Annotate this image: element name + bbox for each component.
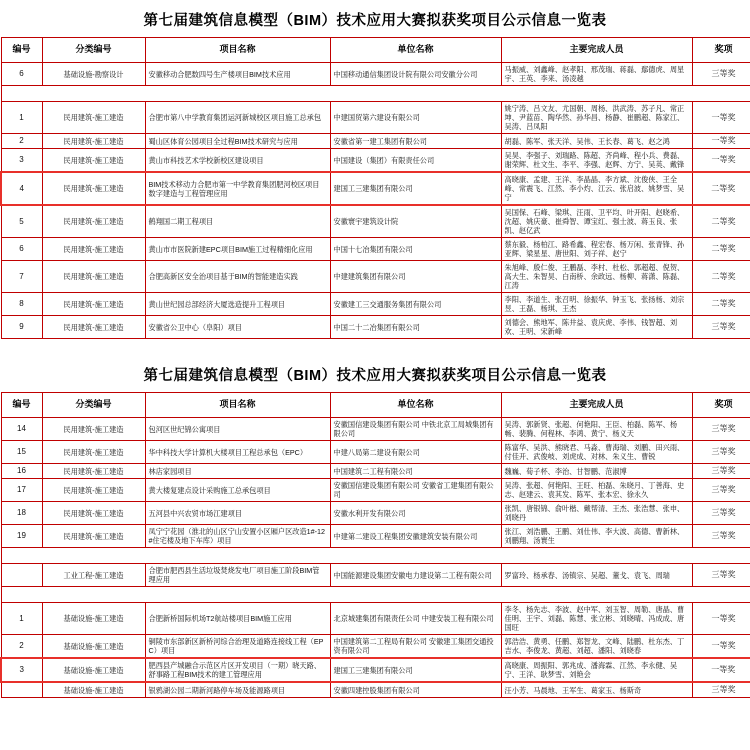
- cell-people: 朱旭峰、殷仁俊、王鹏磊、李村、杜松、郭超超、倪贺、高大生、朱智昊、白南桥、余政远、杨柳、蒋潇、陈磊、江涛: [501, 261, 692, 293]
- cell-number: [1, 682, 42, 698]
- col-header-award: 奖项: [692, 38, 750, 63]
- col-header-project: 项目名称: [145, 38, 330, 63]
- cell-award: 一等奖: [692, 102, 750, 134]
- col-header-unit: 单位名称: [330, 393, 501, 418]
- table-row: [1, 102, 750, 134]
- cell-unit-name: 安徽水利开发有限公司: [330, 502, 501, 525]
- cell-unit-name: 中国建筑二工程有限公司: [330, 464, 501, 479]
- cell-project-name: 包河区世纪锦公寓项目: [145, 418, 330, 441]
- cell-category: 基础设施-施工建造: [42, 682, 145, 698]
- table-spacer-row: [1, 548, 750, 564]
- table-row: [1, 238, 750, 261]
- cell-people: 张凯、唐银锦、俞叶楷、戴帮清、王杰、张浩慧、张申、刘晓丹: [501, 502, 692, 525]
- table-row: [1, 293, 750, 316]
- cell-project-name: 合肥高新区安全治项目基于BIM的智能建造实践: [145, 261, 330, 293]
- cell-people: 胡磊、陈军、张天洋、吴伟、王长春、葛飞、赵之鸿: [501, 134, 692, 149]
- table-gap: [0, 339, 750, 355]
- table-row: [1, 502, 750, 525]
- col-header-project: 项目名称: [145, 393, 330, 418]
- cell-category: 民用建筑-施工建造: [42, 464, 145, 479]
- table-2-body: [1, 418, 750, 698]
- cell-number: [1, 564, 42, 587]
- cell-award: 三等奖: [692, 479, 750, 502]
- cell-number: 3: [1, 149, 42, 173]
- cell-project-name: 林店家园项目: [145, 464, 330, 479]
- cell-number: 6: [1, 63, 42, 86]
- cell-project-name: 黄山市市医院新建EPC项目BIM施工过程精细化应用: [145, 238, 330, 261]
- cell-people: 刘德会、熊地军、陈井益、袁庆虎、李伟、钱智超、刘欢、王明、宋新峰: [501, 316, 692, 339]
- col-header-people: 主要完成人员: [501, 38, 692, 63]
- cell-number: 2: [1, 134, 42, 149]
- cell-award: 二等奖: [692, 205, 750, 238]
- table-1-header: [1, 38, 750, 63]
- table-row: [1, 149, 750, 173]
- cell-project-name: 安徽移动合肥数四号生产楼项目BIM技术应用: [145, 63, 330, 86]
- table-row: [1, 464, 750, 479]
- cell-unit-name: 安徽四建控股集团有限公司: [330, 682, 501, 698]
- cell-unit-name: 中国能源建设集团安徽电力建设第二工程有限公司: [330, 564, 501, 587]
- cell-project-name: 黄山市科技艺术学校新校区建设项目: [145, 149, 330, 173]
- cell-unit-name: 中国二十二冶集团有限公司: [330, 316, 501, 339]
- cell-unit-name: 安徽建工三交通服务集团有限公司: [330, 293, 501, 316]
- cell-people: 李阳、李道生、张召明、徐振华、钟玉飞、张扬杨、刘宗昱、王磊、杨琪、王杰: [501, 293, 692, 316]
- cell-number: 16: [1, 464, 42, 479]
- table-row: [1, 682, 750, 698]
- table-header-row: [1, 38, 750, 63]
- cell-award: 一等奖: [692, 635, 750, 659]
- cell-number: 14: [1, 418, 42, 441]
- cell-unit-name: 中国移动通信集团设计院有限公司安徽分公司: [330, 63, 501, 86]
- cell-unit-name: 中国建筑第二工程局有限公司 安徽建工集团交通投资有限公司: [330, 635, 501, 659]
- cell-people: 蔡东毅、杨柏江、路希鑫、程宏春、杨万闲、张青锋、孙亚辉、梁星星、唐世阳、刘子祥、赵宁: [501, 238, 692, 261]
- table-row: [1, 441, 750, 464]
- cell-people: 姚宁涛、吕文友、尤国朝、周杨、洪武涛、苏子凡、常正坤、尹蓝苗、陶华然、孙华昌、杨静、崔鹏超、陈家江、吴涛、吕凤阳: [501, 102, 692, 134]
- cell-people: 吴国保、石峰、梁琪、汪雨、卫平均、叶开阳、赵晓希、沈超、姚庆豪、崔舜智、谭宝红、强士波、蒋玉良、张凯、赵亿武: [501, 205, 692, 238]
- cell-unit-name: 建国工三建集团有限公司: [330, 172, 501, 205]
- cell-project-name: 黄大楼复建点设计采购施工总承包项目: [145, 479, 330, 502]
- cell-category: 民用建筑-施工建造: [42, 316, 145, 339]
- spacer-cell: [1, 587, 750, 603]
- col-header-award: 奖项: [692, 393, 750, 418]
- table-row: [1, 603, 750, 635]
- cell-category: 基础设施-施工建造: [42, 658, 145, 682]
- table-row: [1, 564, 750, 587]
- cell-project-name: 银鸦湖公园二期新河路停车场及能源路项目: [145, 682, 330, 698]
- cell-category: 工业工程-施工建造: [42, 564, 145, 587]
- cell-project-name: 华中科技大学计算机大楼项目工程总承包（EPC）: [145, 441, 330, 464]
- cell-category: 民用建筑-施工建造: [42, 293, 145, 316]
- cell-unit-name: 中国十七冶集团有限公司: [330, 238, 501, 261]
- cell-unit-name: 安徽国信建设集团有限公司 安徽省工建集团有限公司: [330, 479, 501, 502]
- cell-award: 二等奖: [692, 261, 750, 293]
- cell-award: 二等奖: [692, 172, 750, 205]
- cell-project-name: 凤宁宁花园（淮北的山区宁山安置小区厢户区改造1#-12#住宅楼及地下车库）项目: [145, 525, 330, 548]
- cell-number: 4: [1, 172, 42, 205]
- cell-category: 民用建筑-施工建造: [42, 261, 145, 293]
- cell-award: 三等奖: [692, 316, 750, 339]
- cell-number: 6: [1, 238, 42, 261]
- cell-award: 三等奖: [692, 63, 750, 86]
- cell-category: 民用建筑-施工建造: [42, 502, 145, 525]
- spacer-cell: [1, 548, 750, 564]
- cell-category: 民用建筑-施工建造: [42, 479, 145, 502]
- cell-number: 2: [1, 635, 42, 659]
- cell-number: 18: [1, 502, 42, 525]
- col-header-people: 主要完成人员: [501, 393, 692, 418]
- cell-unit-name: 北京城建集团有限责任公司 中建安装工程有限公司: [330, 603, 501, 635]
- cell-category: 民用建筑-施工建造: [42, 205, 145, 238]
- table-row: [1, 479, 750, 502]
- table-row: [1, 316, 750, 339]
- table-header-row: [1, 393, 750, 418]
- awards-table-1: [0, 37, 750, 339]
- table-row: [1, 205, 750, 238]
- table-2-wrapper: [0, 392, 750, 698]
- table-1-wrapper: [0, 37, 750, 339]
- cell-people: 陈富华、吴洪、熊晓君、马淼、曹海瑞、刘鹏、田兴雨、付佳开、武俊岐、刘虎成、对林、朱义生、曹锐: [501, 441, 692, 464]
- cell-category: 基础设施-施工建造: [42, 635, 145, 659]
- table-row: [1, 261, 750, 293]
- cell-award: 三等奖: [692, 502, 750, 525]
- cell-award: 三等奖: [692, 564, 750, 587]
- cell-unit-name: 中建国贸第六建设有限公司: [330, 102, 501, 134]
- table-row: [1, 134, 750, 149]
- cell-people: 吴涛、郭新贤、张超、何艳阳、王臣、柏磊、陈军、杨畅、裴腾、何程林、李鸿、黄宁、杨义天: [501, 418, 692, 441]
- table-2-header: [1, 393, 750, 418]
- cell-award: 三等奖: [692, 418, 750, 441]
- cell-project-name: 安徽省公卫中心（阜阳）项目: [145, 316, 330, 339]
- cell-number: 17: [1, 479, 42, 502]
- cell-award: 一等奖: [692, 149, 750, 173]
- cell-people: 高晓康、孟建、王洋、李晶晶、李方斌、沈俊侠、王全峰、常震飞、江然、李小灼、江云、张启波、姚梦雪、吴宁: [501, 172, 692, 205]
- cell-number: 5: [1, 205, 42, 238]
- cell-project-name: 黄山世纪园总部经济大厦选造提升工程项目: [145, 293, 330, 316]
- cell-number: 1: [1, 603, 42, 635]
- cell-people: 高晓康、周振阳、郭兆成、潘海霖、江然、李永健、吴宁、王洋、耿梦雪、刘艳会: [501, 658, 692, 682]
- cell-category: 民用建筑-施工建造: [42, 172, 145, 205]
- awards-table-2: [0, 392, 750, 698]
- cell-project-name: 合肥新桥国际机场T2航站楼项目BIM施工应用: [145, 603, 330, 635]
- table-1-body: [1, 63, 750, 339]
- cell-category: 民用建筑-施工建造: [42, 238, 145, 261]
- cell-category: 民用建筑-施工建造: [42, 102, 145, 134]
- cell-award: 三等奖: [692, 441, 750, 464]
- cell-award: 一等奖: [692, 658, 750, 682]
- cell-award: 一等奖: [692, 603, 750, 635]
- cell-number: 7: [1, 261, 42, 293]
- cell-people: 张江、刘浩鹏、王鹏、刘仕伟、李大波、高德、曹新林、刘鹏翔、汤寰生: [501, 525, 692, 548]
- cell-number: 15: [1, 441, 42, 464]
- cell-project-name: BIM技术移动力合肥市第一中学教育集团肥河校区项目数字建造与工程管理应用: [145, 172, 330, 205]
- cell-unit-name: 安徽寰宇建筑设计院: [330, 205, 501, 238]
- col-header-category: 分类编号: [42, 38, 145, 63]
- col-header-category: 分类编号: [42, 393, 145, 418]
- table-spacer-row: [1, 587, 750, 603]
- cell-unit-name: 建国工三建集团有限公司: [330, 658, 501, 682]
- cell-people: 郭浩浩、黄勇、任鹏、郑智龙、文峰、陆鹏、杜东杰、丁吉水、李俊龙、黄超、刘超、潘阳、刘晓春: [501, 635, 692, 659]
- cell-award: 三等奖: [692, 682, 750, 698]
- cell-people: 魏巍、荀子杯、李治、甘智鹏、范淑博: [501, 464, 692, 479]
- table-1-title: 第七届建筑信息模型（BIM）技术应用大赛拟获奖项目公示信息一览表: [143, 13, 607, 29]
- cell-number: 9: [1, 316, 42, 339]
- cell-category: 基础设施-施工建造: [42, 603, 145, 635]
- cell-project-name: 五河县中兴农贸市场江建项目: [145, 502, 330, 525]
- cell-number: 19: [1, 525, 42, 548]
- table-2-title: 第七届建筑信息模型（BIM）技术应用大赛拟获奖项目公示信息一览表: [143, 368, 607, 384]
- cell-award: 三等奖: [692, 464, 750, 479]
- cell-number: 3: [1, 658, 42, 682]
- cell-project-name: 合肥市第八中学教育集团运河新城校区项目施工总承包: [145, 102, 330, 134]
- cell-unit-name: 安徽国信建设集团有限公司 中铁北京工局城集团有限公司: [330, 418, 501, 441]
- cell-unit-name: 安徽省第一建工集团有限公司: [330, 134, 501, 149]
- cell-project-name: 鹤翔国二期工程项目: [145, 205, 330, 238]
- cell-project-name: 合肥市肥西县生活垃圾焚烧发电厂项目施工阶段BIM管理应用: [145, 564, 330, 587]
- cell-category: 民用建筑-施工建造: [42, 149, 145, 173]
- cell-unit-name: 中建第二建设工程集团安徽建筑安装有限公司: [330, 525, 501, 548]
- table-spacer-row: [1, 86, 750, 102]
- table-row: [1, 658, 750, 682]
- col-header-unit: 单位名称: [330, 38, 501, 63]
- table-row: [1, 525, 750, 548]
- cell-award: 二等奖: [692, 293, 750, 316]
- cell-category: 民用建筑-施工建造: [42, 525, 145, 548]
- cell-number: 8: [1, 293, 42, 316]
- cell-category: 民用建筑-施工建造: [42, 441, 145, 464]
- cell-award: 三等奖: [692, 525, 750, 548]
- cell-people: 罗富玲、杨承春、汤镇宗、吴超、董戈、袁飞、周瑞: [501, 564, 692, 587]
- table-row: [1, 418, 750, 441]
- col-header-no: 编号: [1, 393, 42, 418]
- cell-number: 1: [1, 102, 42, 134]
- cell-people: 汪小芳、马晨地、王军生、葛家玉、杨斯奇: [501, 682, 692, 698]
- cell-category: 民用建筑-施工建造: [42, 418, 145, 441]
- cell-award: 二等奖: [692, 238, 750, 261]
- cell-people: 马振威、刘鑫峰、赵孝阳、邢茂瑞、蒋磊、鄢德虎、周星宇、王英、李来、汤凌越: [501, 63, 692, 86]
- cell-project-name: 铜陵市东部新区新桥河综合治理及道路连接线工程（EPC）项目: [145, 635, 330, 659]
- cell-award: 一等奖: [692, 134, 750, 149]
- cell-project-name: 肥西县产城融合示范区片区开发项目（一期）晓天路、舒事路工程BIM技术的建工管理应用: [145, 658, 330, 682]
- cell-category: 基础设施-勘察设计: [42, 63, 145, 86]
- cell-unit-name: 中建建筑集团有限公司: [330, 261, 501, 293]
- cell-people: 李冬、杨先志、李波、赵中军、刘玉智、周勒、唐晶、曹佳明、王宇、刘磊、陈慧、张立彬、刘晓晴、冯成成、唐国旺: [501, 603, 692, 635]
- cell-project-name: 蜀山区体育公园项目全过程BIM技术研究与应用: [145, 134, 330, 149]
- cell-unit-name: 中国建设（集团）有限责任公司: [330, 149, 501, 173]
- cell-unit-name: 中建八局第二建设有限公司: [330, 441, 501, 464]
- cell-people: 吴昊、李强子、刘瑞路、陈超、齐尚峰、程小兵、费磊、谢荣辉、杜文生、李平、李强、赵辉、方宁、吴英、戴锋: [501, 149, 692, 173]
- table-row: [1, 635, 750, 659]
- cell-people: 吴涛、张超、何艳阳、王旺、柏磊、朱晓月、丁善海、史志、赵建云、袁其发、陈军、张本宏、徐永久: [501, 479, 692, 502]
- table-row: [1, 172, 750, 205]
- table-row: [1, 63, 750, 86]
- col-header-no: 编号: [1, 38, 42, 63]
- cell-category: 民用建筑-施工建造: [42, 134, 145, 149]
- spacer-cell: [1, 86, 750, 102]
